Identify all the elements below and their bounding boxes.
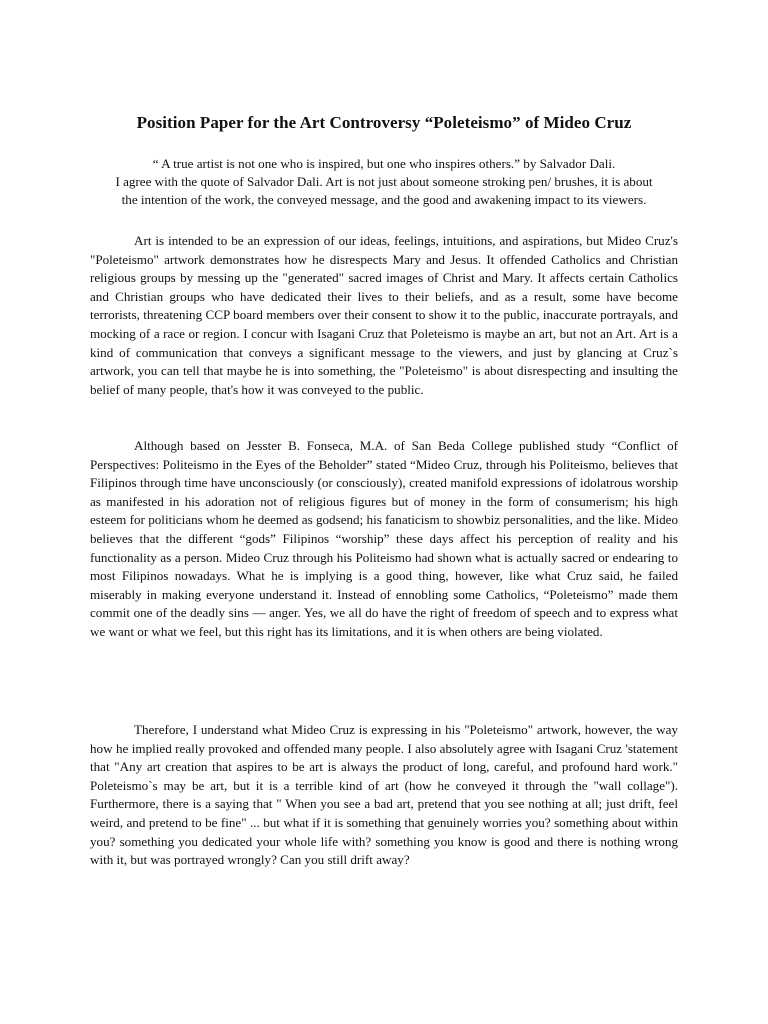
paragraph: Although based on Jesster B. Fonseca, M.A. of San Beda College published study “Conflict of Perspectives: Politeismo in the Eyes of the Beholder” stated “Mideo Cruz, through his Politeismo, believes that Filipinos through time have unconsciously (or consciously), created manifold expressions of idolatrous worship as manifested in his adoration not of religious figures but of money in the form of consumerism; his high esteem for politicians whom he deemed as godsend; his fanaticism to showbiz personalities, and the like. Mideo believes that the different “gods” Filipinos “worship” these days affect his perception of reality and his functionality as a person. Mideo Cruz through his Politeismo had shown what is actually sacred or endearing to most Filipinos nowadays. What he is implying is a good thing, however, like what Cruz said, he failed miserably in making everyone understand it. Instead of ennobling some Catholics, “Poleteismo” made them commit one of the deadly sins — anger. Yes, we all do have the right of freedom of speech and to express what we want or what we feel, but this right has its limitations, and it is when others are being violated. (90, 438, 678, 639)
paragraph: Therefore, I understand what Mideo Cruz is expressing in his "Poleteismo" artwork, however, the way how he implied really provoked and offended many people. I also absolutely agree with Isagani Cruz 'statement that "Any art creation that aspires to be art is always the product of long, careful, and profound hard work." Poleteismo`s may be art, but it is a terrible kind of art (how he conveyed it through the "wall collage"). Furthermore, there is a saying that " When you see a bad art, pretend that you see nothing at all; just drift, feel weird, and pretend to be fine" ... but what if it is something that genuinely worries you? something about within you? something you dedicated your whole life with? something you know is good and there is nothing wrong with it, but was portrayed wrongly? Can you still drift away? (90, 722, 678, 868)
intro-line: the intention of the work, the conveyed message, and the good and awakening impact to its viewers. (121, 192, 647, 207)
intro-block (90, 155, 678, 209)
paragraph: Art is intended to be an expression of our ideas, feelings, intuitions, and aspirations, but Mideo Cruz's "Poleteismo" artwork demonstrates how he disrespects Mary and Jesus. It offended Catholics and Christian religious groups by messing up the "generated" sacred images of Christ and Mary. It affects certain Catholics and Christian groups who have dedicated their lives to their beliefs, and as a result, some have become terrorists, threatening CCP board members over their consent to show it to the public, inaccurate portrayals, and mocking of a race or region. I concur with Isagani Cruz that Poleteismo is maybe an art, but not an Art. Art is a kind of communication that conveys a significant message to the viewers, and just by glancing at Cruz`s artwork, you can tell that maybe he is into something, the "Poleteismo" is about disrespecting and insulting the belief of many people, that's how it was conveyed to the public. (90, 233, 678, 397)
intro-line: I agree with the quote of Salvador Dali. Art is not just about someone stroking pen/ brushes, it is about (115, 174, 653, 189)
intro-quote: “ A true artist is not one who is inspired, but one who inspires others.” by Salvador Dali. (152, 156, 616, 171)
document-title: Position Paper for the Art Controversy “Poleteismo” of Mideo Cruz (136, 113, 632, 132)
